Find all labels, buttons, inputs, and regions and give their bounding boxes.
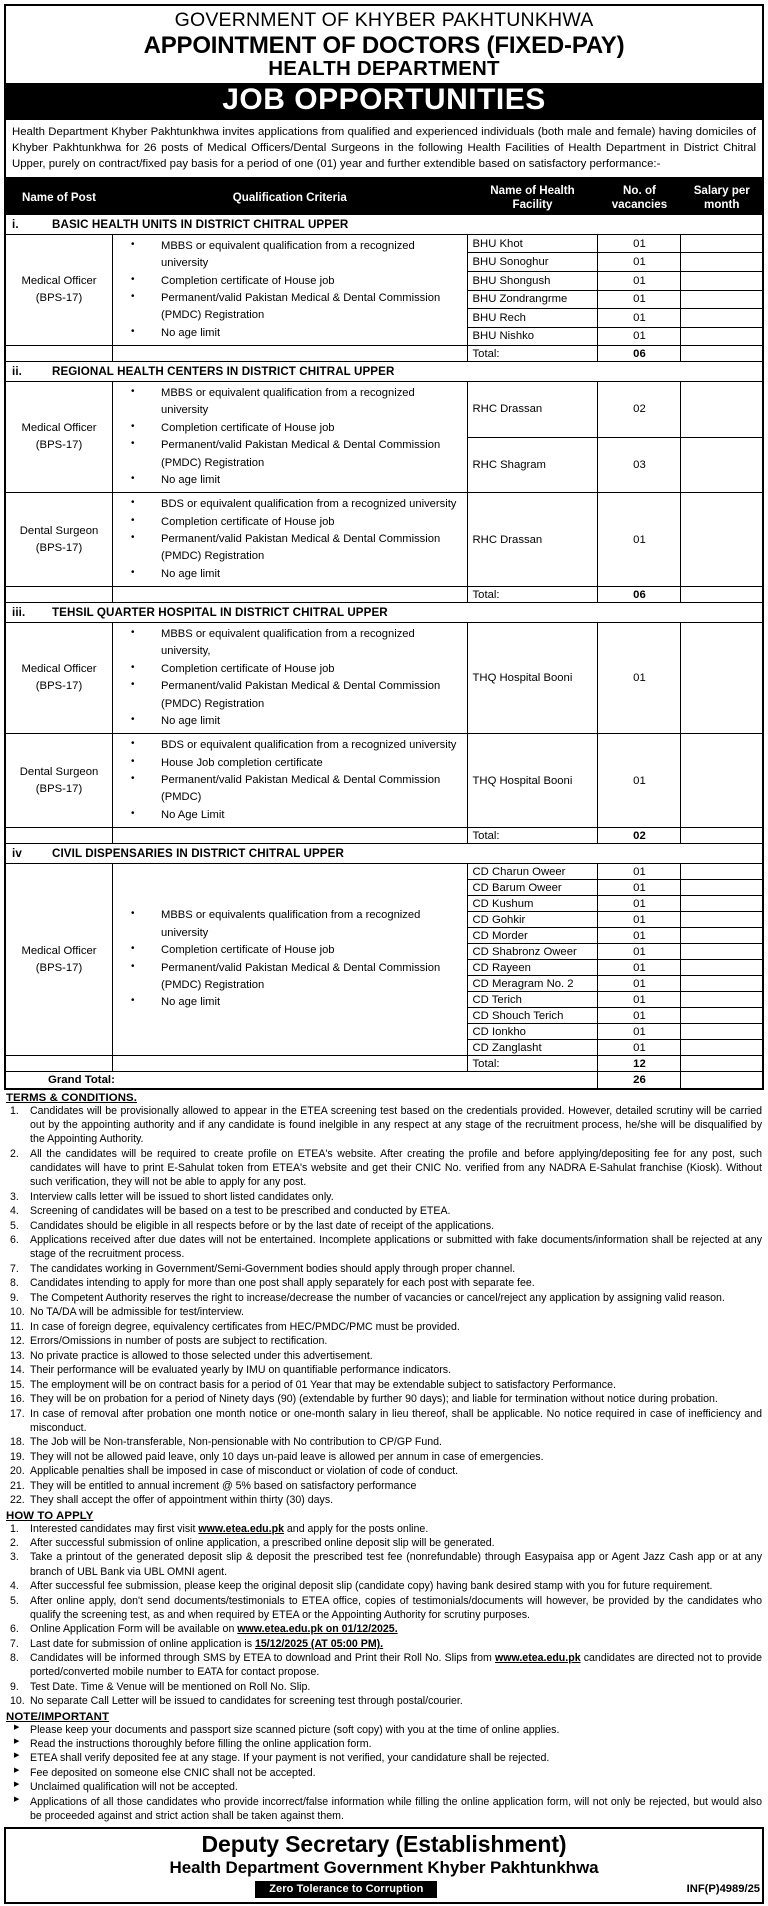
post-name <box>5 234 113 345</box>
term-item: 2. All the candidates will be required to create profile on ETEA's website. After creating the profile and before applying/depositing fee for any post, such candidates will have to print E-Sahulat token from ETEA's website and get their CNIC No. verified from any NADRA E-Sahulat franchise (Kiosk). Without such verification, they will not be able to apply for any post. <box>10 1147 762 1189</box>
term-number: 12. <box>10 1335 25 1348</box>
note-item: ▶ Read the instructions thoroughly before filling the online application form. <box>4 1737 764 1751</box>
facility-salary <box>681 234 763 253</box>
post-bps: (BPS-17) <box>35 961 83 974</box>
term-item: 9. The Competent Authority reserves the right to increase/decrease the number of vacancies or cancel/reject any application by assigning valid reason. <box>10 1291 725 1304</box>
post-title: Medical Officer <box>21 663 97 676</box>
column-header-vacancies: No. of vacancies <box>598 180 681 214</box>
facility-salary <box>681 1008 763 1024</box>
facility-vacancies: 01 <box>598 976 681 992</box>
section-title: TEHSIL QUARTER HOSPITAL IN DISTRICT CHITRAL UPPER <box>52 606 388 620</box>
term-number: 18. <box>10 1436 25 1449</box>
column-header-post: Name of Post <box>5 180 113 214</box>
etea-website-link[interactable]: www.etea.edu.pk <box>237 1623 323 1636</box>
criterion-item: • No Age Limit <box>117 807 463 824</box>
apply-number: 9. <box>10 1680 19 1693</box>
facility-name: RHC Drassan <box>467 493 598 587</box>
term-number: 4. <box>10 1205 19 1218</box>
term-item: 11. In case of foreign degree, equivalency certificates from HEC/PMDC/PMC must be provided. <box>10 1320 460 1333</box>
post-name <box>5 382 113 493</box>
facility-vacancies: 01 <box>598 1024 681 1040</box>
term-number: 10. <box>10 1306 25 1319</box>
advertisement-header <box>4 4 764 120</box>
qualification-criteria <box>113 382 468 493</box>
facility-salary <box>681 992 763 1008</box>
qualification-criteria <box>113 734 468 828</box>
facility-salary <box>681 253 763 272</box>
term-item: 8. Candidates intending to apply for more than one post shall apply separately for each post with separate fee. <box>10 1277 535 1290</box>
section-title: REGIONAL HEALTH CENTERS IN DISTRICT CHITRAL UPPER <box>52 365 395 379</box>
criterion-item: • Completion certificate of House job <box>117 420 463 437</box>
facility-name: CD Terich <box>467 992 598 1008</box>
total-salary <box>681 828 763 844</box>
term-item: 18. The Job will be Non-transferable, Non-pensionable with No contribution to CP/GP Fund. <box>10 1436 443 1449</box>
term-item: 21. They will be entitled to annual increment @ 5% based on satisfactory performance <box>10 1479 417 1492</box>
facility-vacancies: 02 <box>598 382 681 438</box>
terms-list <box>4 1104 764 1507</box>
facility-name: CD Charun Oweer <box>467 864 598 880</box>
facility-salary <box>681 327 763 346</box>
apply-date-emphasis: 15/12/2025 (AT 05:00 PM). <box>254 1637 384 1650</box>
total-spacer-qual <box>113 828 468 844</box>
apply-number: 10. <box>10 1695 25 1708</box>
column-header-facility: Name of Health Facility <box>467 180 598 214</box>
footer-bar <box>6 1881 762 1898</box>
note-item: ▶ ETEA shall verify deposited fee at any stage. If your payment is not verified, your candidature shall be rejected. <box>4 1751 764 1765</box>
total-spacer-qual <box>113 346 468 362</box>
apply-item: 9. Test Date. Time & Venue will be mentioned on Roll No. Slip. <box>10 1680 311 1693</box>
criterion-item: • Permanent/valid Pakistan Medical & Dental Commission (PMDC) Registration <box>117 290 463 325</box>
qualification-criteria <box>113 234 468 345</box>
facility-vacancies: 01 <box>598 1008 681 1024</box>
signatory-organization: Health Department Government Khyber Pakhtunkhwa <box>169 1858 599 1878</box>
qualification-criteria <box>113 623 468 734</box>
facility-name: THQ Hospital Booni <box>467 623 598 734</box>
term-item: 14. Their performance will be evaluated yearly by IMU on quantifiable performance indicators. <box>10 1364 452 1377</box>
facility-name: CD Zanglasht <box>467 1040 598 1056</box>
facility-name: BHU Nishko <box>467 327 598 346</box>
apply-item: 3. Take a printout of the generated deposit slip & deposit the prescribed test fee (nonrefundable) through Easypaisa app or Agent Jazz Cash app or at any branch of UBL Bank via UBL OMNI agent. <box>10 1551 762 1578</box>
total-salary <box>681 587 763 603</box>
column-header-salary: Salary per month <box>681 180 763 214</box>
criterion-item: • Permanent/valid Pakistan Medical & Dental Commission (PMDC) Registration <box>117 531 463 566</box>
facility-salary <box>681 734 763 828</box>
total-label: Total: <box>467 1056 598 1072</box>
criterion-item: • No age limit <box>117 472 463 489</box>
facility-vacancies: 01 <box>598 912 681 928</box>
term-item: 6. Applications received after due dates will not be entertained. Incomplete applications or submitted with fake documents/information shall be rejected at any stage of the recruitment process. <box>10 1234 762 1261</box>
term-number: 7. <box>10 1262 19 1275</box>
post-name <box>5 493 113 587</box>
etea-website-link[interactable]: www.etea.edu.pk <box>198 1522 284 1535</box>
term-item: 16. They will be on probation for a period of Ninety days (90) (extendable by further 90 days); and liable for termination without notice during probation. <box>10 1393 718 1406</box>
section-heading-row <box>5 603 763 623</box>
apply-item: 4. After successful fee submission, please keep the original deposit slip (candidate copy) having bank desired stamp with you for future requirement. <box>10 1580 713 1593</box>
facility-vacancies: 01 <box>598 896 681 912</box>
zero-tolerance-badge: Zero Tolerance to Corruption <box>255 1881 437 1898</box>
apply-item: 5. After online apply, don't send documents/testimonials to ETEA office, copies of testimonials/documents will however, be provided by the candidates who qualify the screening test, as and when required by ETEA or the Appointing Authority for scrutiny purposes. <box>10 1594 762 1621</box>
criterion-item: • Completion certificate of House job <box>117 273 463 290</box>
post-bps: (BPS-17) <box>35 292 83 305</box>
criterion-item: • Completion certificate of House job <box>117 661 463 678</box>
facility-name: RHC Shagram <box>467 437 598 493</box>
footer-spacer-left <box>6 1881 255 1898</box>
total-value: 12 <box>598 1056 681 1072</box>
facility-vacancies: 01 <box>598 734 681 828</box>
grand-total-label: Grand Total: <box>5 1072 598 1090</box>
qualification-criteria <box>113 864 468 1056</box>
note-important-list <box>4 1723 764 1824</box>
facility-vacancies: 01 <box>598 1040 681 1056</box>
total-spacer-qual <box>113 587 468 603</box>
table-row <box>5 493 763 587</box>
criterion-item: • No age limit <box>117 566 463 583</box>
term-item: 13. No private practice is allowed to those selected under this advertisement. <box>10 1349 373 1362</box>
criterion-item: • No age limit <box>117 994 463 1011</box>
term-number: 9. <box>10 1291 19 1304</box>
criterion-item: • MBBS or equivalent qualification from a recognized university, <box>117 626 463 661</box>
note-item: ▶ Please keep your documents and passport size scanned picture (soft copy) with you at the time of online applies. <box>4 1723 764 1737</box>
apply-item: 1. Interested candidates may first visit www.etea.edu.pk and apply for the posts online. <box>10 1522 429 1535</box>
term-number: 8. <box>10 1277 19 1290</box>
term-item: 5. Candidates should be eligible in all respects before or by the last date of receipt of the applications. <box>10 1219 495 1232</box>
appointment-title: APPOINTMENT OF DOCTORS (FIXED-PAY) <box>143 32 625 59</box>
apply-number: 1. <box>10 1522 19 1535</box>
total-value: 06 <box>598 587 681 603</box>
section-numeral: iv <box>12 847 22 861</box>
term-item: 10. No TA/DA will be admissible for test/interview. <box>10 1306 244 1319</box>
term-item: 1. Candidates will be provisionally allowed to appear in the ETEA screening test based on the credentials provided. However, detailed scrutiny will be carried out by the appointing authority and if any candidate is found inelgible in any respect at any stage of the recruitment process, he/she will be disqualified by the Appointing Authority. <box>10 1105 762 1146</box>
section-total-row <box>5 828 763 844</box>
facility-salary <box>681 623 763 734</box>
facility-vacancies: 01 <box>598 960 681 976</box>
criterion-item: • BDS or equivalent qualification from a recognized university <box>117 737 463 754</box>
facility-name: CD Morder <box>467 928 598 944</box>
facility-name: CD Rayeen <box>467 960 598 976</box>
facility-vacancies: 01 <box>598 290 681 309</box>
term-item: 4. Screening of candidates will be based on a test to be prescribed and conducted by ETEA. <box>10 1205 451 1218</box>
apply-number: 2. <box>10 1536 19 1549</box>
term-item: 17. In case of removal after probation one month notice or one-month salary in lieu thereof, shall be applicable. No notice required in case of inefficiency and misconduct. <box>10 1407 762 1434</box>
apply-date-emphasis: on 01/12/2025. <box>322 1623 398 1636</box>
criterion-item: • Completion certificate of House job <box>117 514 463 531</box>
inf-number: INF(P)4989/25 <box>686 1883 761 1896</box>
grand-total-salary <box>681 1072 763 1090</box>
total-label: Total: <box>467 828 598 844</box>
section-total-row <box>5 587 763 603</box>
column-header-qualification: Qualification Criteria <box>113 180 468 214</box>
post-title: Dental Surgeon <box>19 524 99 537</box>
section-heading <box>5 844 763 864</box>
vacancies-table <box>4 179 764 1090</box>
apply-number: 7. <box>10 1637 19 1650</box>
total-spacer-post <box>5 587 113 603</box>
facility-salary <box>681 960 763 976</box>
signatory-title: Deputy Secretary (Establishment) <box>201 1831 567 1858</box>
section-heading-row <box>5 844 763 864</box>
post-bps: (BPS-17) <box>35 541 83 554</box>
department-title: HEALTH DEPARTMENT <box>268 57 500 81</box>
apply-number: 8. <box>10 1652 19 1665</box>
section-heading <box>5 362 763 382</box>
term-item: 22. They shall accept the offer of appointment within thirty (30) days. <box>10 1494 334 1507</box>
term-number: 19. <box>10 1450 25 1463</box>
total-spacer-post <box>5 828 113 844</box>
criterion-item: • MBBS or equivalent qualification from a recognized university <box>117 385 463 420</box>
note-item: ▶ Unclaimed qualification will not be accepted. <box>4 1780 764 1794</box>
term-number: 11. <box>10 1320 24 1333</box>
section-total-row <box>5 1056 763 1072</box>
how-to-apply-heading: HOW TO APPLY <box>6 1509 94 1522</box>
facility-salary <box>681 382 763 438</box>
facility-vacancies: 01 <box>598 493 681 587</box>
total-value: 06 <box>598 346 681 362</box>
criterion-item: • Permanent/valid Pakistan Medical & Dental Commission (PMDC) Registration <box>117 960 463 995</box>
section-title: CIVIL DISPENSARIES IN DISTRICT CHITRAL UPPER <box>52 847 344 861</box>
facility-salary <box>681 928 763 944</box>
term-number: 15. <box>10 1378 25 1391</box>
section-numeral: iii. <box>12 606 26 620</box>
etea-website-link[interactable]: www.etea.edu.pk <box>495 1652 581 1665</box>
criterion-item: • BDS or equivalent qualification from a recognized university <box>117 496 463 513</box>
term-item: 12. Errors/Omissions in number of posts are subject to rectification. <box>10 1335 328 1348</box>
note-item: ▶ Applications of all those candidates who provide incorrect/false information while filling the online application form, will not only be rejected, but would also be proceeded against and strict action shall be taken against them. <box>4 1795 764 1824</box>
term-number: 1. <box>10 1105 19 1118</box>
total-label: Total: <box>467 587 598 603</box>
section-numeral: i. <box>12 217 19 231</box>
section-heading <box>5 603 763 623</box>
section-title: BASIC HEALTH UNITS IN DISTRICT CHITRAL UPPER <box>52 217 349 231</box>
facility-vacancies: 01 <box>598 928 681 944</box>
term-number: 21. <box>10 1479 25 1492</box>
facility-vacancies: 01 <box>598 309 681 328</box>
facility-name: BHU Rech <box>467 309 598 328</box>
term-item: 7. The candidates working in Government/Semi-Government bodies should apply through proper channel. <box>10 1262 516 1275</box>
job-opportunities-banner: JOB OPPORTUNITIES <box>6 83 762 120</box>
grand-total-row <box>5 1072 763 1090</box>
intro-paragraph: Health Department Khyber Pakhtunkhwa invites applications from qualified and experienced individuals (both male and female) having domiciles of Khyber Pakhtunkhwa for 26 posts of Medical Officers/Dental Surgeons in the following Health Facilities of Health Department in District Chitral Upper, purely on contract/fixed pay basis for a period of one (01) year and further extendible based on satisfactory performance:- <box>4 120 764 180</box>
criterion-item: • Permanent/valid Pakistan Medical & Dental Commission (PMDC) Registration <box>117 437 463 472</box>
post-title: Dental Surgeon <box>19 765 99 778</box>
facility-salary <box>681 944 763 960</box>
apply-item: 8. Candidates will be informed through SMS by ETEA to download and Print their Roll No. Slips from www.etea.edu.pk candidates are directed not to provide ported/converted mobile number to EATA for contact propose. <box>10 1652 762 1679</box>
note-important-heading: NOTE/IMPORTANT <box>6 1710 110 1723</box>
facility-salary <box>681 912 763 928</box>
section-heading <box>5 214 763 234</box>
apply-number: 4. <box>10 1580 19 1593</box>
total-spacer-post <box>5 1056 113 1072</box>
facility-salary <box>681 493 763 587</box>
criterion-item: • Permanent/valid Pakistan Medical & Dental Commission (PMDC) Registration <box>117 678 463 713</box>
total-spacer-qual <box>113 1056 468 1072</box>
facility-vacancies: 03 <box>598 437 681 493</box>
post-title: Medical Officer <box>21 944 97 957</box>
facility-salary <box>681 271 763 290</box>
apply-item: 2. After successful submission of online application, a prescribed online deposit slip will be generated. <box>10 1536 495 1549</box>
facility-vacancies: 01 <box>598 327 681 346</box>
total-salary <box>681 346 763 362</box>
facility-name: BHU Khot <box>467 234 598 253</box>
section-heading-row <box>5 214 763 234</box>
qualification-criteria <box>113 493 468 587</box>
facility-name: CD Shabronz Oweer <box>467 944 598 960</box>
facility-name: THQ Hospital Booni <box>467 734 598 828</box>
facility-name: CD Meragram No. 2 <box>467 976 598 992</box>
facility-salary <box>681 976 763 992</box>
facility-salary <box>681 880 763 896</box>
apply-number: 5. <box>10 1594 19 1607</box>
term-number: 17. <box>10 1407 25 1420</box>
facility-name: CD Ionkho <box>467 1024 598 1040</box>
term-number: 13. <box>10 1349 25 1362</box>
table-row <box>5 734 763 828</box>
advertisement-footer <box>4 1827 764 1903</box>
term-number: 22. <box>10 1494 25 1507</box>
facility-vacancies: 01 <box>598 253 681 272</box>
facility-vacancies: 01 <box>598 234 681 253</box>
total-value: 02 <box>598 828 681 844</box>
total-spacer-post <box>5 346 113 362</box>
apply-item: 7. Last date for submission of online application is 15/12/2025 (AT 05:00 PM). <box>10 1637 384 1650</box>
post-name <box>5 734 113 828</box>
criterion-item: • No age limit <box>117 713 463 730</box>
term-item: 20. Applicable penalties shall be imposed in case of misconduct or violation of code of conduct. <box>10 1465 459 1478</box>
facility-salary <box>681 1024 763 1040</box>
facility-name: CD Shouch Terich <box>467 1008 598 1024</box>
facility-vacancies: 01 <box>598 880 681 896</box>
facility-salary <box>681 864 763 880</box>
table-header-row <box>5 180 763 214</box>
facility-name: CD Gohkir <box>467 912 598 928</box>
apply-number: 6. <box>10 1623 19 1636</box>
post-title: Medical Officer <box>21 275 97 288</box>
facility-name: CD Kushum <box>467 896 598 912</box>
table-row <box>5 382 763 438</box>
facility-salary <box>681 437 763 493</box>
post-bps: (BPS-17) <box>35 680 83 693</box>
facility-name: RHC Drassan <box>467 382 598 438</box>
criterion-item: • Permanent/valid Pakistan Medical & Dental Commission (PMDC) <box>117 772 463 807</box>
term-number: 5. <box>10 1219 19 1232</box>
term-number: 14. <box>10 1364 25 1377</box>
facility-name: BHU Zondrangrme <box>467 290 598 309</box>
facility-salary <box>681 290 763 309</box>
table-row <box>5 234 763 253</box>
grand-total-value: 26 <box>598 1072 681 1090</box>
post-bps: (BPS-17) <box>35 439 83 452</box>
section-heading-row <box>5 362 763 382</box>
apply-number: 3. <box>10 1551 19 1564</box>
facility-name: BHU Sonoghur <box>467 253 598 272</box>
term-number: 2. <box>10 1147 19 1160</box>
criterion-item: • House Job completion certificate <box>117 755 463 772</box>
term-item: 15. The employment will be on contract basis for a period of 01 Year that may be extendable subject to satisfactory Performance. <box>10 1378 616 1391</box>
criterion-item: • No age limit <box>117 325 463 342</box>
how-to-apply-list <box>4 1522 764 1709</box>
facility-salary <box>681 309 763 328</box>
post-title: Medical Officer <box>21 422 97 435</box>
facility-vacancies: 01 <box>598 944 681 960</box>
total-salary <box>681 1056 763 1072</box>
facility-vacancies: 01 <box>598 992 681 1008</box>
criterion-item: • Completion certificate of House job <box>117 942 463 959</box>
facility-name: CD Barum Oweer <box>467 880 598 896</box>
government-title: GOVERNMENT OF KHYBER PAKHTUNKHWA <box>174 9 594 31</box>
apply-item: 6. Online Application Form will be available on www.etea.edu.pk on 01/12/2025. <box>10 1623 398 1636</box>
post-bps: (BPS-17) <box>35 782 83 795</box>
facility-vacancies: 01 <box>598 271 681 290</box>
post-name <box>5 623 113 734</box>
facility-vacancies: 01 <box>598 864 681 880</box>
criterion-item: • MBBS or equivalent qualification from a recognized university <box>117 238 463 273</box>
criterion-item: • MBBS or equivalents qualification from a recognized university <box>117 907 463 942</box>
table-row <box>5 864 763 880</box>
term-item: 19. They will not be allowed paid leave, only 10 days un-paid leave is allowed per annum in case of emergencies. <box>10 1450 544 1463</box>
facility-salary <box>681 896 763 912</box>
term-number: 20. <box>10 1465 25 1478</box>
term-number: 3. <box>10 1190 19 1203</box>
section-numeral: ii. <box>12 365 22 379</box>
total-label: Total: <box>467 346 598 362</box>
term-number: 16. <box>10 1393 25 1406</box>
table-row <box>5 623 763 734</box>
apply-item: 10. No separate Call Letter will be issued to candidates for screening test through postal/courier. <box>10 1695 463 1708</box>
note-item: ▶ Fee deposited on someone else CNIC shall not be accepted. <box>4 1766 764 1780</box>
facility-salary <box>681 1040 763 1056</box>
term-item: 3. Interview calls letter will be issued to short listed candidates only. <box>10 1190 334 1203</box>
facility-name: BHU Shongush <box>467 271 598 290</box>
terms-heading: TERMS & CONDITIONS. <box>6 1092 137 1105</box>
post-name <box>5 864 113 1056</box>
term-number: 6. <box>10 1234 19 1247</box>
facility-vacancies: 01 <box>598 623 681 734</box>
section-total-row <box>5 346 763 362</box>
